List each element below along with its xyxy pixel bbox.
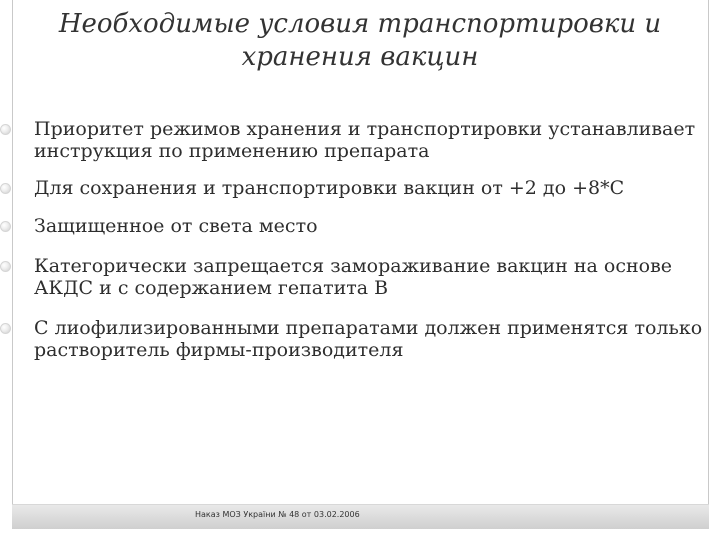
bullet-item xyxy=(0,255,720,299)
bullet-text: Категорически запрещается замораживание вакцин на основе АКДС и с содержанием гепатита В xyxy=(34,255,673,299)
bullet-item xyxy=(0,177,720,199)
bullet-item xyxy=(0,118,720,162)
bullet-text: Приоритет режимов хранения и транспортировки устанавливает инструкция по применению препарата xyxy=(34,118,696,162)
circle-bullet-icon xyxy=(0,261,11,272)
bullet-item xyxy=(0,215,720,237)
bullet-item xyxy=(0,317,720,361)
circle-bullet-icon xyxy=(0,124,11,135)
slide-footer-bar xyxy=(12,504,709,529)
bullet-text: С лиофилизированными препаратами должен применятся только растворитель фирмы-производителя xyxy=(34,317,703,361)
bullet-text: Защищенное от света место xyxy=(34,215,318,237)
circle-bullet-icon xyxy=(0,221,11,232)
footer-citation: Наказ МОЗ України № 48 от 03.02.2006 xyxy=(195,510,360,519)
bullet-text: Для сохранения и транспортировки вакцин от +2 до +8*С xyxy=(34,177,625,199)
circle-bullet-icon xyxy=(0,323,11,334)
slide-title: Необходимые условия транспортировки и хранения вакцин xyxy=(58,9,662,72)
circle-bullet-icon xyxy=(0,183,11,194)
bullet-list xyxy=(0,118,720,361)
